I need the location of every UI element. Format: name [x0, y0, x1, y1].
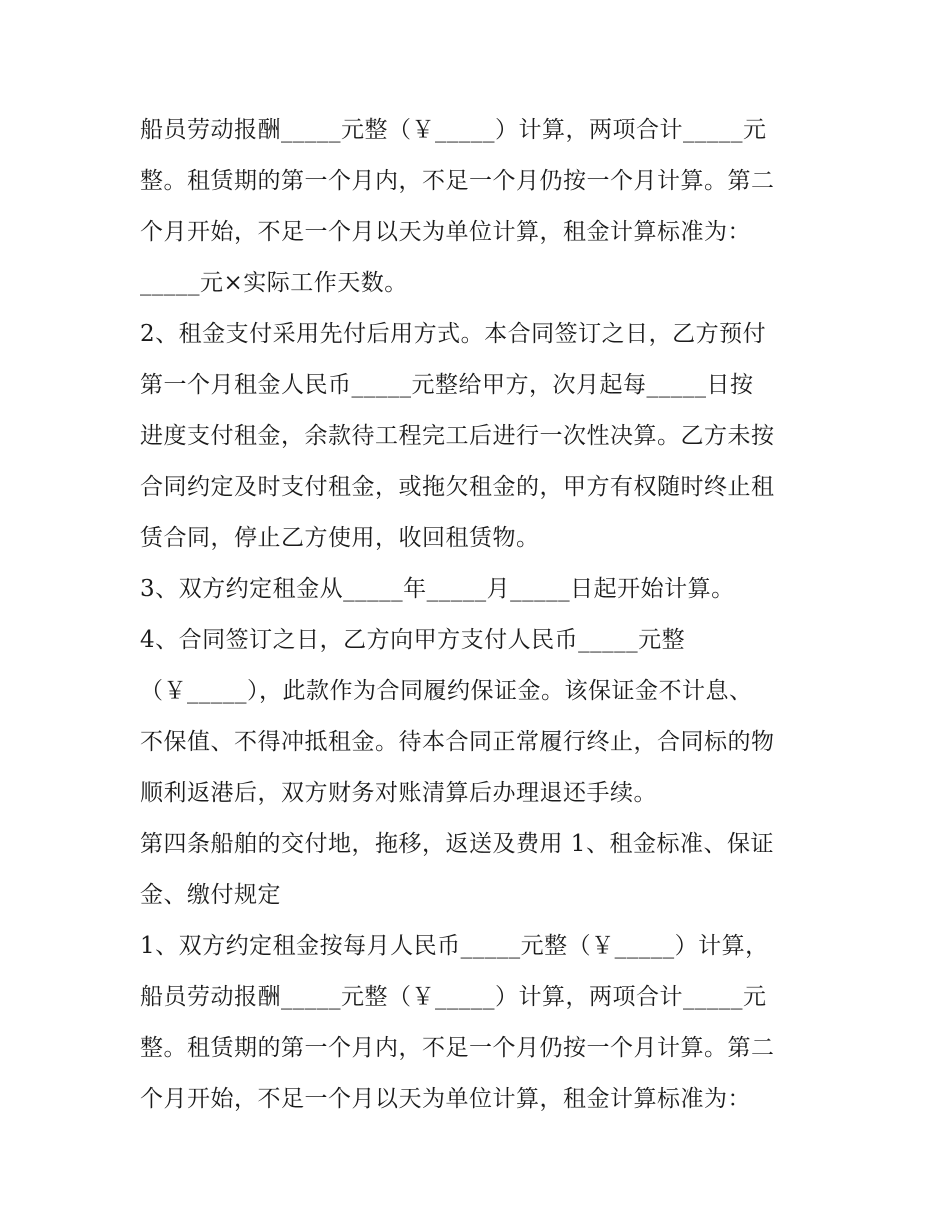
text-line: _____元×实际工作天数。	[140, 270, 408, 296]
text-line: 赁合同，停止乙方使用，收回租赁物。	[140, 525, 540, 551]
text-line: 1、双方约定租金按每月人民币_____元整（￥_____）计算，	[140, 933, 769, 959]
text-line: （￥_____），此款作为合同履约保证金。该保证金不计息、	[140, 678, 753, 704]
text-line: 不保值、不得冲抵租金。待本合同正常履行终止，合同标的物	[140, 729, 775, 755]
text-line: 2、租金支付采用先付后用方式。本合同签订之日，乙方预付	[140, 321, 767, 347]
text-line: 第一个月租金人民币_____元整给甲方，次月起每_____日按	[140, 372, 754, 398]
text-line: 进度支付租金，余款待工程完工后进行一次性决算。乙方未按	[140, 423, 775, 449]
text-line: 个月开始，不足一个月以天为单位计算，租金计算标准为：	[140, 1086, 751, 1112]
text-line: 4、合同签订之日，乙方向甲方支付人民币_____元整	[140, 627, 686, 653]
section-heading-line: 金、缴付规定	[140, 882, 281, 908]
text-line: 整。租赁期的第一个月内，不足一个月仍按一个月计算。第二	[140, 168, 775, 194]
document-page	[140, 108, 820, 1128]
text-line: 顺利返港后，双方财务对账清算后办理退还手续。	[140, 780, 657, 806]
text-line: 船员劳动报酬_____元整（￥_____）计算，两项合计_____元	[140, 984, 767, 1010]
text-line: 3、双方约定租金从_____年_____月_____日起开始计算。	[140, 576, 735, 602]
text-line: 个月开始，不足一个月以天为单位计算，租金计算标准为：	[140, 219, 751, 245]
text-line: 合同约定及时支付租金，或拖欠租金的，甲方有权随时终止租	[140, 474, 775, 500]
text-line: 船员劳动报酬_____元整（￥_____）计算，两项合计_____元	[140, 117, 767, 143]
text-line: 整。租赁期的第一个月内，不足一个月仍按一个月计算。第二	[140, 1035, 775, 1061]
section-heading-line: 第四条船舶的交付地，拖移，返送及费用 1、租金标准、保证	[140, 831, 774, 857]
